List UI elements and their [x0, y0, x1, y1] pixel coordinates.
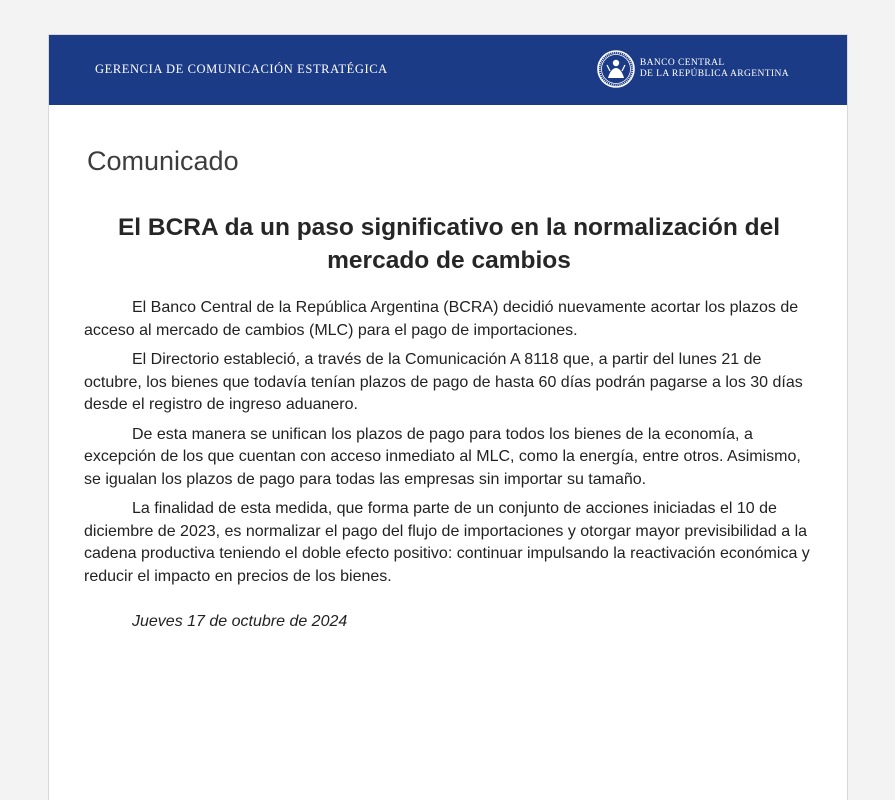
paragraph-3: De esta manera se unifican los plazos de pago para todos los bienes de la economía, a excepción de los que cuentan con acceso inmediato al MLC, como la energía, entre otros. Asimismo, se igualan los plazos de pago para todas las empresas sin importar su tamaño.	[84, 425, 801, 488]
bank-name-line2: DE LA REPÚBLICA ARGENTINA	[639, 69, 789, 79]
paragraph-2: El Directorio estableció, a través de la Comunicación A 8118 que, a partir del lunes 21 de octubre, los bienes que todavía tenían plazos de pago de hasta 60 días podrán pagarse a los 30 días desde el registro de ingreso aduanero.	[84, 351, 803, 413]
paragraph-1: El Banco Central de la República Argentina (BCRA) decidió nuevamente acortar los plazos de acceso al mercado de cambios (MLC) para el pago de importaciones.	[84, 299, 799, 339]
headline: El BCRA da un paso significativo en la normalización del mercado de cambios	[117, 214, 781, 274]
document-type-label: Comunicado	[87, 146, 239, 176]
body-text	[84, 297, 814, 595]
header-banner	[49, 35, 847, 105]
department-name: GERENCIA DE COMUNICACIÓN ESTRATÉGICA	[95, 62, 388, 76]
bcra-seal-icon	[596, 49, 636, 89]
bank-name	[640, 58, 789, 80]
bank-logo	[596, 49, 789, 89]
bank-name-line1: BANCO CENTRAL	[639, 58, 725, 68]
document-page	[48, 34, 848, 800]
paragraph-4: La finalidad de esta medida, que forma parte de un conjunto de acciones iniciadas el 10 de diciembre de 2023, es normalizar el pago del flujo de importaciones y otorgar mayor previsibilidad a la cadena productiva teniendo el doble efecto positivo: continuar impulsando la reactivación económica y reducir el impacto en precios de los bienes.	[84, 500, 810, 585]
publication-date: Jueves 17 de octubre de 2024	[132, 613, 348, 630]
